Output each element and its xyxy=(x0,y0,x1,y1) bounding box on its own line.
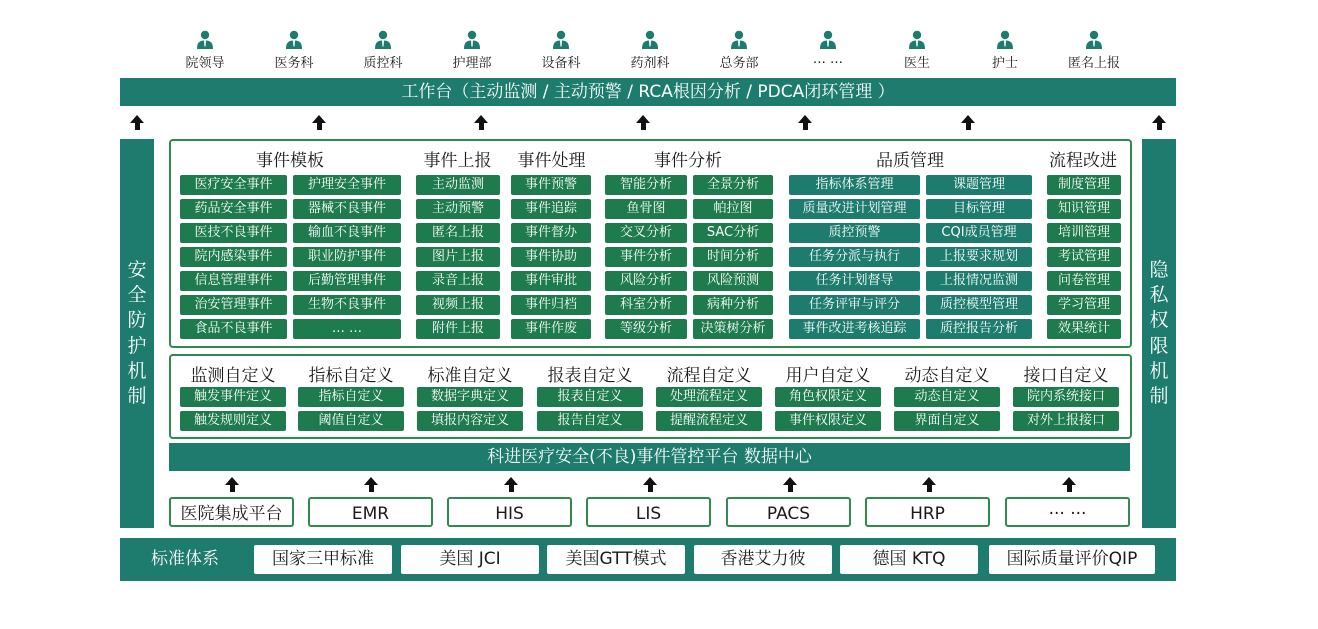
module-item[interactable]: … … xyxy=(293,319,401,339)
customization-item[interactable]: 事件权限定义 xyxy=(775,411,881,431)
module-item[interactable]: 事件督办 xyxy=(511,223,591,243)
module-item[interactable]: 等级分析 xyxy=(605,319,687,339)
module-item[interactable]: CQI成员管理 xyxy=(926,223,1032,243)
security-mechanism-label: 安全防护机制 xyxy=(127,259,147,407)
standard-item[interactable]: 美国 JCI xyxy=(401,545,539,574)
up-arrow-icon xyxy=(636,115,650,123)
module-item[interactable]: 质控模型管理 xyxy=(926,295,1032,315)
user-role xyxy=(970,30,1040,71)
module-item[interactable]: 效果统计 xyxy=(1047,319,1121,339)
module-item[interactable]: 附件上报 xyxy=(416,319,500,339)
user-role-label: 总务部 xyxy=(719,56,759,71)
user-role-label: 护理部 xyxy=(452,56,492,71)
customization-item[interactable]: 报告自定义 xyxy=(537,411,643,431)
user-role-label: 匿名上报 xyxy=(1067,56,1120,71)
person-icon xyxy=(730,30,748,50)
module-item[interactable]: 任务分派与执行 xyxy=(789,247,920,267)
module-item[interactable]: 科室分析 xyxy=(605,295,687,315)
module-item[interactable]: 学习管理 xyxy=(1047,295,1121,315)
customization-title: 用户自定义 xyxy=(785,366,871,386)
user-role xyxy=(1059,30,1129,71)
user-role xyxy=(348,30,418,71)
data-source-box[interactable]: 医院集成平台 xyxy=(169,497,294,527)
customization-title: 标准自定义 xyxy=(427,366,513,386)
customization-title: 流程自定义 xyxy=(666,366,752,386)
module-item[interactable]: 信息管理事件 xyxy=(180,271,287,291)
person-icon xyxy=(819,30,837,50)
workbench-title: 工作台（主动监测 / 主动预警 / RCA根因分析 / PDCA闭环管理 ） xyxy=(401,82,895,102)
module-item[interactable]: 护理安全事件 xyxy=(293,175,401,195)
user-role-label: 护士 xyxy=(991,56,1018,71)
module-item[interactable]: 问卷管理 xyxy=(1047,271,1121,291)
standard-item[interactable]: 美国GTT模式 xyxy=(547,545,685,574)
module-item[interactable]: 录音上报 xyxy=(416,271,500,291)
module-item[interactable]: 培训管理 xyxy=(1047,223,1121,243)
customization-title: 指标自定义 xyxy=(308,366,394,386)
user-role-label: 药剂科 xyxy=(630,56,670,71)
module-item[interactable]: 事件预警 xyxy=(511,175,591,195)
user-role xyxy=(793,30,863,67)
person-icon xyxy=(908,30,926,50)
user-role xyxy=(170,30,240,71)
user-role-label: 医生 xyxy=(903,56,930,71)
person-icon xyxy=(996,30,1014,50)
module-item[interactable]: 职业防护事件 xyxy=(293,247,401,267)
person-icon xyxy=(1085,30,1103,50)
customization-item[interactable]: 角色权限定义 xyxy=(775,387,881,407)
person-icon xyxy=(374,30,392,50)
standard-item[interactable]: 国际质量评价QIP xyxy=(989,545,1155,574)
up-arrow-icon xyxy=(312,115,326,123)
module-item[interactable]: 事件协助 xyxy=(511,247,591,267)
person-icon xyxy=(196,30,214,50)
customization-item[interactable]: 阈值自定义 xyxy=(298,411,404,431)
up-arrow-icon xyxy=(783,477,797,485)
module-item[interactable]: 知识管理 xyxy=(1047,199,1121,219)
module-item[interactable]: 课题管理 xyxy=(926,175,1032,195)
module-item[interactable]: 匿名上报 xyxy=(416,223,500,243)
module-item[interactable]: 事件作废 xyxy=(511,319,591,339)
privacy-mechanism-label: 隐私权限机制 xyxy=(1149,259,1169,407)
module-item[interactable]: 任务评审与评分 xyxy=(789,295,920,315)
module-item[interactable]: 指标体系管理 xyxy=(789,175,920,195)
module-item[interactable]: 时间分析 xyxy=(693,247,773,267)
module-item[interactable]: SAC分析 xyxy=(693,223,773,243)
up-arrow-icon xyxy=(474,115,488,123)
module-item[interactable]: 质控预警 xyxy=(789,223,920,243)
module-title: 流程改进 xyxy=(1049,151,1117,171)
module-item[interactable]: 事件归档 xyxy=(511,295,591,315)
module-item[interactable]: 事件审批 xyxy=(511,271,591,291)
module-title: 事件模板 xyxy=(256,151,324,171)
module-item[interactable]: 视频上报 xyxy=(416,295,500,315)
module-item[interactable]: 任务计划督导 xyxy=(789,271,920,291)
customization-item[interactable]: 提醒流程定义 xyxy=(656,411,762,431)
data-source-box[interactable]: PACS xyxy=(726,497,851,527)
up-arrow-icon xyxy=(364,477,378,485)
customization-title: 监测自定义 xyxy=(190,366,276,386)
module-item[interactable]: 院内感染事件 xyxy=(180,247,287,267)
user-role-label: … … xyxy=(812,52,844,67)
customization-title: 报表自定义 xyxy=(547,366,633,386)
module-item[interactable]: 风险分析 xyxy=(605,271,687,291)
module-item[interactable]: 目标管理 xyxy=(926,199,1032,219)
customization-item[interactable]: 触发事件定义 xyxy=(180,387,286,407)
user-role-label: 质控科 xyxy=(363,56,403,71)
user-role xyxy=(526,30,596,71)
module-item[interactable]: 事件分析 xyxy=(605,247,687,267)
person-icon xyxy=(552,30,570,50)
up-arrow-icon xyxy=(1062,477,1076,485)
user-role xyxy=(882,30,952,71)
module-item[interactable]: 食品不良事件 xyxy=(180,319,287,339)
module-item[interactable]: 病种分析 xyxy=(693,295,773,315)
up-arrow-icon xyxy=(130,115,144,123)
data-source-box[interactable]: HRP xyxy=(865,497,990,527)
module-item[interactable]: 主动预警 xyxy=(416,199,500,219)
standard-item[interactable]: 国家三甲标准 xyxy=(254,545,392,574)
data-source-box[interactable]: EMR xyxy=(308,497,433,527)
person-icon xyxy=(641,30,659,50)
customization-item[interactable]: 界面自定义 xyxy=(894,411,1000,431)
module-item[interactable]: 上报要求规划 xyxy=(926,247,1032,267)
module-item[interactable]: 交叉分析 xyxy=(605,223,687,243)
data-source-box[interactable]: ··· ··· xyxy=(1005,497,1130,527)
standard-item[interactable]: 香港艾力彼 xyxy=(694,545,832,574)
customization-title: 动态自定义 xyxy=(904,366,990,386)
customization-item[interactable]: 院内系统接口 xyxy=(1013,387,1119,407)
data-source-box[interactable]: LIS xyxy=(586,497,711,527)
user-role-label: 院领导 xyxy=(185,56,225,71)
module-item[interactable]: 治安管理事件 xyxy=(180,295,287,315)
module-item[interactable]: 生物不良事件 xyxy=(293,295,401,315)
customization-item[interactable]: 填报内容定义 xyxy=(417,411,523,431)
customization-item[interactable]: 触发规则定义 xyxy=(180,411,286,431)
module-item[interactable]: 制度管理 xyxy=(1047,175,1121,195)
person-icon xyxy=(285,30,303,50)
module-item[interactable]: 药品安全事件 xyxy=(180,199,287,219)
module-item[interactable]: 鱼骨图 xyxy=(605,199,687,219)
standard-item[interactable]: 德国 KTQ xyxy=(840,545,978,574)
customization-item[interactable]: 数据字典定义 xyxy=(417,387,523,407)
module-item[interactable]: 上报情况监测 xyxy=(926,271,1032,291)
module-item[interactable]: 医技不良事件 xyxy=(180,223,287,243)
user-role xyxy=(437,30,507,71)
module-item[interactable]: 医疗安全事件 xyxy=(180,175,287,195)
module-item[interactable]: 智能分析 xyxy=(605,175,687,195)
data-source-box[interactable]: HIS xyxy=(447,497,572,527)
security-mechanism-bar xyxy=(120,139,154,528)
up-arrow-icon xyxy=(504,477,518,485)
privacy-mechanism-bar xyxy=(1142,139,1176,528)
up-arrow-icon xyxy=(643,477,657,485)
customization-item[interactable]: 报表自定义 xyxy=(537,387,643,407)
customization-item[interactable]: 指标自定义 xyxy=(298,387,404,407)
up-arrow-icon xyxy=(1152,115,1166,123)
module-item[interactable]: 主动监测 xyxy=(416,175,500,195)
up-arrow-icon xyxy=(961,115,975,123)
module-item[interactable]: 后勤管理事件 xyxy=(293,271,401,291)
module-item[interactable]: 事件追踪 xyxy=(511,199,591,219)
module-item[interactable]: 帕拉图 xyxy=(693,199,773,219)
user-role xyxy=(259,30,329,71)
module-title: 事件分析 xyxy=(654,151,722,171)
up-arrow-icon xyxy=(922,477,936,485)
module-item[interactable]: 全景分析 xyxy=(693,175,773,195)
module-item[interactable]: 质量改进计划管理 xyxy=(789,199,920,219)
user-role xyxy=(704,30,774,71)
module-title: 品质管理 xyxy=(876,151,944,171)
module-item[interactable]: 考试管理 xyxy=(1047,247,1121,267)
module-item[interactable]: 质控报告分析 xyxy=(926,319,1032,339)
up-arrow-icon xyxy=(798,115,812,123)
module-item[interactable]: 器械不良事件 xyxy=(293,199,401,219)
user-role xyxy=(615,30,685,71)
customization-title: 接口自定义 xyxy=(1023,366,1109,386)
data-center-title: 科进医疗安全(不良)事件管控平台 数据中心 xyxy=(487,447,812,467)
standards-label: 标准体系 xyxy=(151,549,219,569)
user-role-label: 设备科 xyxy=(541,56,581,71)
up-arrow-icon xyxy=(225,477,239,485)
module-item[interactable]: 风险预测 xyxy=(693,271,773,291)
user-role-label: 医务科 xyxy=(274,56,314,71)
module-item[interactable]: 事件改进考核追踪 xyxy=(789,319,920,339)
module-item[interactable]: 输血不良事件 xyxy=(293,223,401,243)
person-icon xyxy=(463,30,481,50)
module-item[interactable]: 决策树分析 xyxy=(693,319,773,339)
customization-item[interactable]: 处理流程定义 xyxy=(656,387,762,407)
customization-item[interactable]: 对外上报接口 xyxy=(1013,411,1119,431)
module-title: 事件处理 xyxy=(517,151,586,171)
module-title: 事件上报 xyxy=(423,151,492,171)
module-item[interactable]: 图片上报 xyxy=(416,247,500,267)
customization-item[interactable]: 动态自定义 xyxy=(894,387,1000,407)
workbench-bar xyxy=(120,78,1176,106)
data-center-bar xyxy=(169,443,1130,471)
